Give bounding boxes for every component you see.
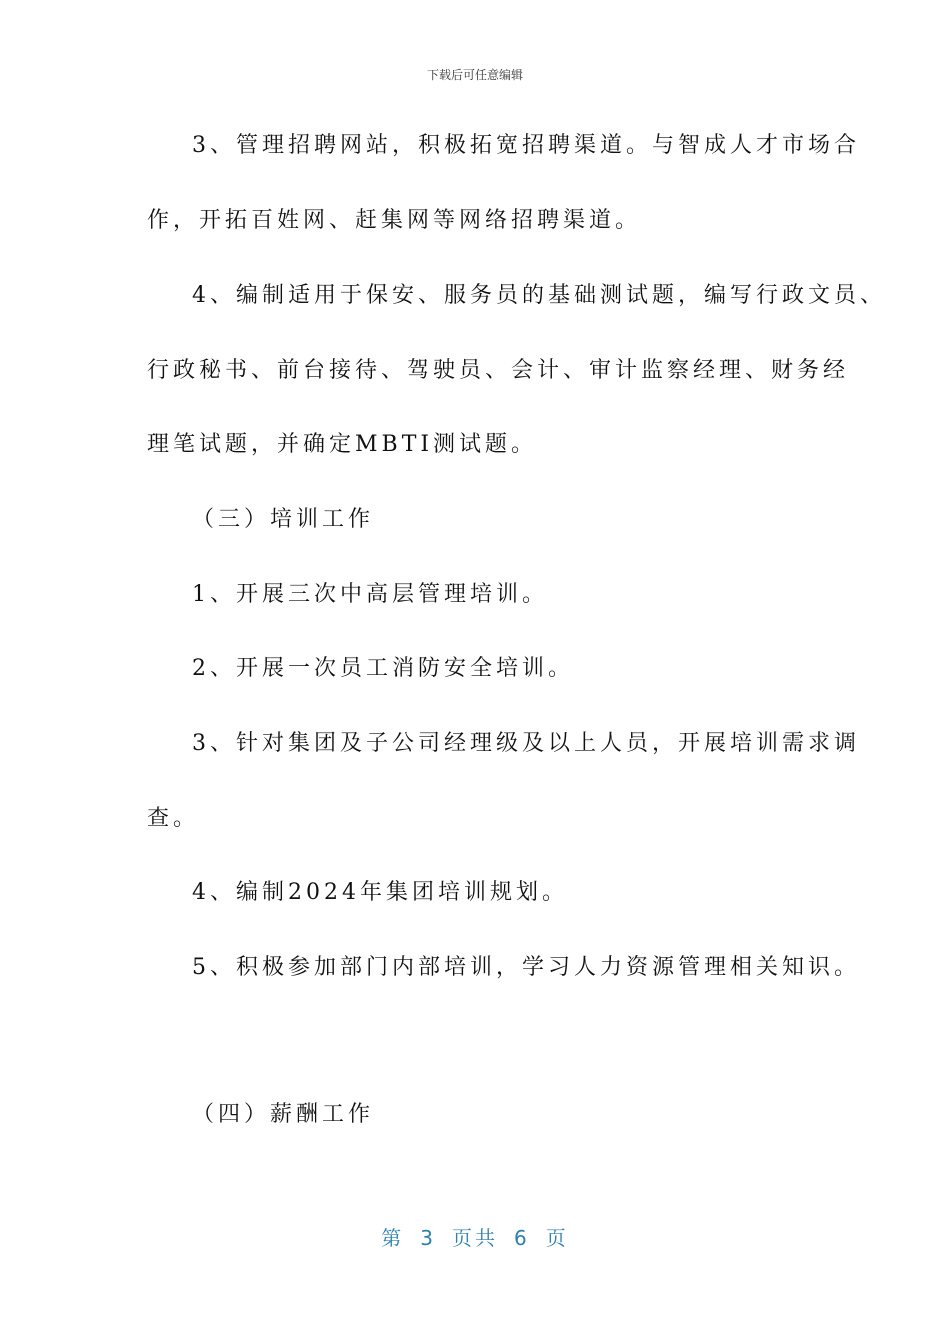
body-line-4: 行政秘书、前台接待、驾驶员、会计、审计监察经理、财务经 <box>147 358 850 383</box>
body-line-7: 1、开展三次中高层管理培训。 <box>192 582 548 607</box>
body-line-9: 3、针对集团及子公司经理级及以上人员，开展培训需求调 <box>192 731 860 756</box>
section-heading-compensation: （四）薪酬工作 <box>192 1102 375 1127</box>
body-line-1: 3、管理招聘网站，积极拓宽招聘渠道。与智成人才市场合 <box>192 133 860 158</box>
body-line-12: 5、积极参加部门内部培训，学习人力资源管理相关知识。 <box>192 955 860 980</box>
body-line-3: 4、编制适用于保安、服务员的基础测试题，编写行政文员、 <box>192 283 886 308</box>
section-heading-training: （三）培训工作 <box>192 507 375 532</box>
footer-label-mid: 页共 <box>452 1226 498 1250</box>
body-line-10: 查。 <box>147 806 200 831</box>
footer-page-total: 6 <box>514 1226 530 1250</box>
body-line-8: 2、开展一次员工消防安全培训。 <box>192 656 574 681</box>
footer-label-post: 页 <box>545 1226 569 1250</box>
body-line-11: 4、编制2024年集团培训规划。 <box>192 880 568 905</box>
footer-label-pre: 第 <box>381 1226 405 1250</box>
page-header: 下载后可任意编辑 <box>426 68 523 82</box>
page-footer <box>0 1224 950 1252</box>
body-line-2: 作，开拓百姓网、赶集网等网络招聘渠道。 <box>147 208 642 233</box>
body-line-5: 理笔试题，并确定MBTI测试题。 <box>147 432 538 457</box>
footer-page-current: 3 <box>420 1226 436 1250</box>
